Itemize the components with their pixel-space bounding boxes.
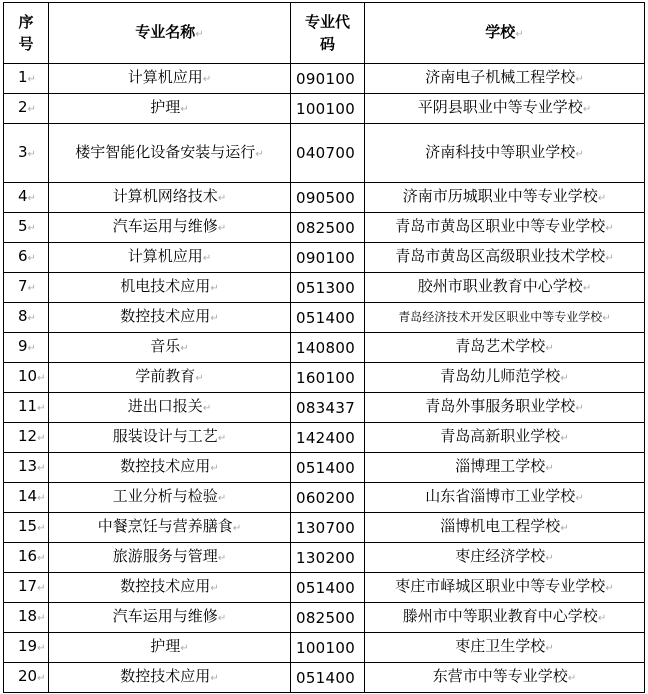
header-major-code: 专业代 码 <box>291 3 365 64</box>
table-row <box>4 363 645 393</box>
header-row <box>4 3 645 64</box>
school-cell: 胶州市职业教育中心学校↵ <box>365 273 645 303</box>
major-name-cell: 计算机应用↵ <box>49 243 291 273</box>
table-row <box>4 453 645 483</box>
seq-cell: 15↵ <box>4 513 49 543</box>
major-name-cell: 护理↵ <box>49 94 291 124</box>
major-name-cell: 数控技术应用↵ <box>49 303 291 333</box>
header-school: 学校↵ <box>365 3 645 64</box>
school-cell: 青岛市黄岛区职业中等专业学校↵ <box>365 213 645 243</box>
major-name-cell: 机电技术应用↵ <box>49 273 291 303</box>
school-cell: 滕州市中等职业教育中心学校↵ <box>365 603 645 633</box>
major-name-cell: 汽车运用与维修↵ <box>49 213 291 243</box>
seq-cell: 5↵ <box>4 213 49 243</box>
major-name-cell: 中餐烹饪与营养膳食↵ <box>49 513 291 543</box>
table-row <box>4 94 645 124</box>
table-row <box>4 124 645 183</box>
table-row <box>4 393 645 423</box>
school-cell: 青岛市黄岛区高级职业技术学校↵ <box>365 243 645 273</box>
school-cell: 济南市历城职业中等专业学校↵ <box>365 183 645 213</box>
school-cell: 枣庄卫生学校↵ <box>365 633 645 663</box>
seq-cell: 7↵ <box>4 273 49 303</box>
school-cell: 平阴县职业中等专业学校↵ <box>365 94 645 124</box>
major-code-cell: 130700 <box>291 513 365 543</box>
header-seq: 序 号 <box>4 3 49 64</box>
seq-cell: 6↵ <box>4 243 49 273</box>
school-cell: 山东省淄博市工业学校↵ <box>365 483 645 513</box>
major-code-cell: 051400 <box>291 303 365 333</box>
seq-cell: 18↵ <box>4 603 49 633</box>
table-row <box>4 513 645 543</box>
major-name-cell: 楼宇智能化设备安装与运行↵ <box>49 124 291 183</box>
seq-cell: 17↵ <box>4 573 49 603</box>
major-code-cell: 140800 <box>291 333 365 363</box>
table-body <box>4 64 645 693</box>
table-row <box>4 303 645 333</box>
table-row <box>4 333 645 363</box>
major-name-cell: 数控技术应用↵ <box>49 663 291 693</box>
table-row <box>4 603 645 633</box>
major-code-cell: 051400 <box>291 663 365 693</box>
seq-cell: 11↵ <box>4 393 49 423</box>
school-cell: 青岛经济技术开发区职业中等专业学校↵ <box>365 303 645 333</box>
table-row <box>4 483 645 513</box>
table-row <box>4 573 645 603</box>
table-row <box>4 663 645 693</box>
major-name-cell: 数控技术应用↵ <box>49 573 291 603</box>
school-cell: 济南电子机械工程学校↵ <box>365 64 645 94</box>
school-cell: 淄博机电工程学校↵ <box>365 513 645 543</box>
school-cell: 青岛外事服务职业学校↵ <box>365 393 645 423</box>
school-cell: 东营市中等专业学校↵ <box>365 663 645 693</box>
major-code-cell: 082500 <box>291 603 365 633</box>
table-row <box>4 273 645 303</box>
seq-cell: 4↵ <box>4 183 49 213</box>
table-row <box>4 633 645 663</box>
major-code-cell: 130200 <box>291 543 365 573</box>
major-code-cell: 082500 <box>291 213 365 243</box>
seq-cell: 16↵ <box>4 543 49 573</box>
school-cell: 淄博理工学校↵ <box>365 453 645 483</box>
seq-cell: 8↵ <box>4 303 49 333</box>
school-cell: 济南科技中等职业学校↵ <box>365 124 645 183</box>
school-cell: 枣庄经济学校↵ <box>365 543 645 573</box>
school-cell: 青岛高新职业学校↵ <box>365 423 645 453</box>
seq-cell: 3↵ <box>4 124 49 183</box>
major-name-cell: 计算机网络技术↵ <box>49 183 291 213</box>
major-code-cell: 051300 <box>291 273 365 303</box>
major-code-cell: 160100 <box>291 363 365 393</box>
major-name-cell: 计算机应用↵ <box>49 64 291 94</box>
major-code-cell: 090100 <box>291 243 365 273</box>
seq-cell: 13↵ <box>4 453 49 483</box>
table-row <box>4 213 645 243</box>
major-name-cell: 汽车运用与维修↵ <box>49 603 291 633</box>
table-row <box>4 423 645 453</box>
major-name-cell: 进出口报关↵ <box>49 393 291 423</box>
seq-cell: 19↵ <box>4 633 49 663</box>
table-row <box>4 243 645 273</box>
major-name-cell: 工业分析与检验↵ <box>49 483 291 513</box>
major-name-cell: 音乐↵ <box>49 333 291 363</box>
major-name-cell: 学前教育↵ <box>49 363 291 393</box>
seq-cell: 14↵ <box>4 483 49 513</box>
seq-cell: 9↵ <box>4 333 49 363</box>
school-cell: 枣庄市峄城区职业中等专业学校↵ <box>365 573 645 603</box>
table-row <box>4 183 645 213</box>
school-cell: 青岛艺术学校↵ <box>365 333 645 363</box>
seq-cell: 10↵ <box>4 363 49 393</box>
major-code-cell: 040700 <box>291 124 365 183</box>
major-code-cell: 051400 <box>291 453 365 483</box>
major-code-cell: 090100 <box>291 64 365 94</box>
seq-cell: 1↵ <box>4 64 49 94</box>
major-name-cell: 护理↵ <box>49 633 291 663</box>
major-code-cell: 090500 <box>291 183 365 213</box>
header-major-name: 专业名称↵ <box>49 3 291 64</box>
major-code-cell: 083437 <box>291 393 365 423</box>
table-row <box>4 64 645 94</box>
major-name-cell: 数控技术应用↵ <box>49 453 291 483</box>
major-name-cell: 旅游服务与管理↵ <box>49 543 291 573</box>
major-code-cell: 142400 <box>291 423 365 453</box>
major-code-cell: 100100 <box>291 94 365 124</box>
major-name-cell: 服装设计与工艺↵ <box>49 423 291 453</box>
seq-cell: 12↵ <box>4 423 49 453</box>
school-cell: 青岛幼儿师范学校↵ <box>365 363 645 393</box>
major-code-cell: 051400 <box>291 573 365 603</box>
seq-cell: 2↵ <box>4 94 49 124</box>
majors-table <box>3 2 645 693</box>
major-code-cell: 060200 <box>291 483 365 513</box>
seq-cell: 20↵ <box>4 663 49 693</box>
table-row <box>4 543 645 573</box>
major-code-cell: 100100 <box>291 633 365 663</box>
